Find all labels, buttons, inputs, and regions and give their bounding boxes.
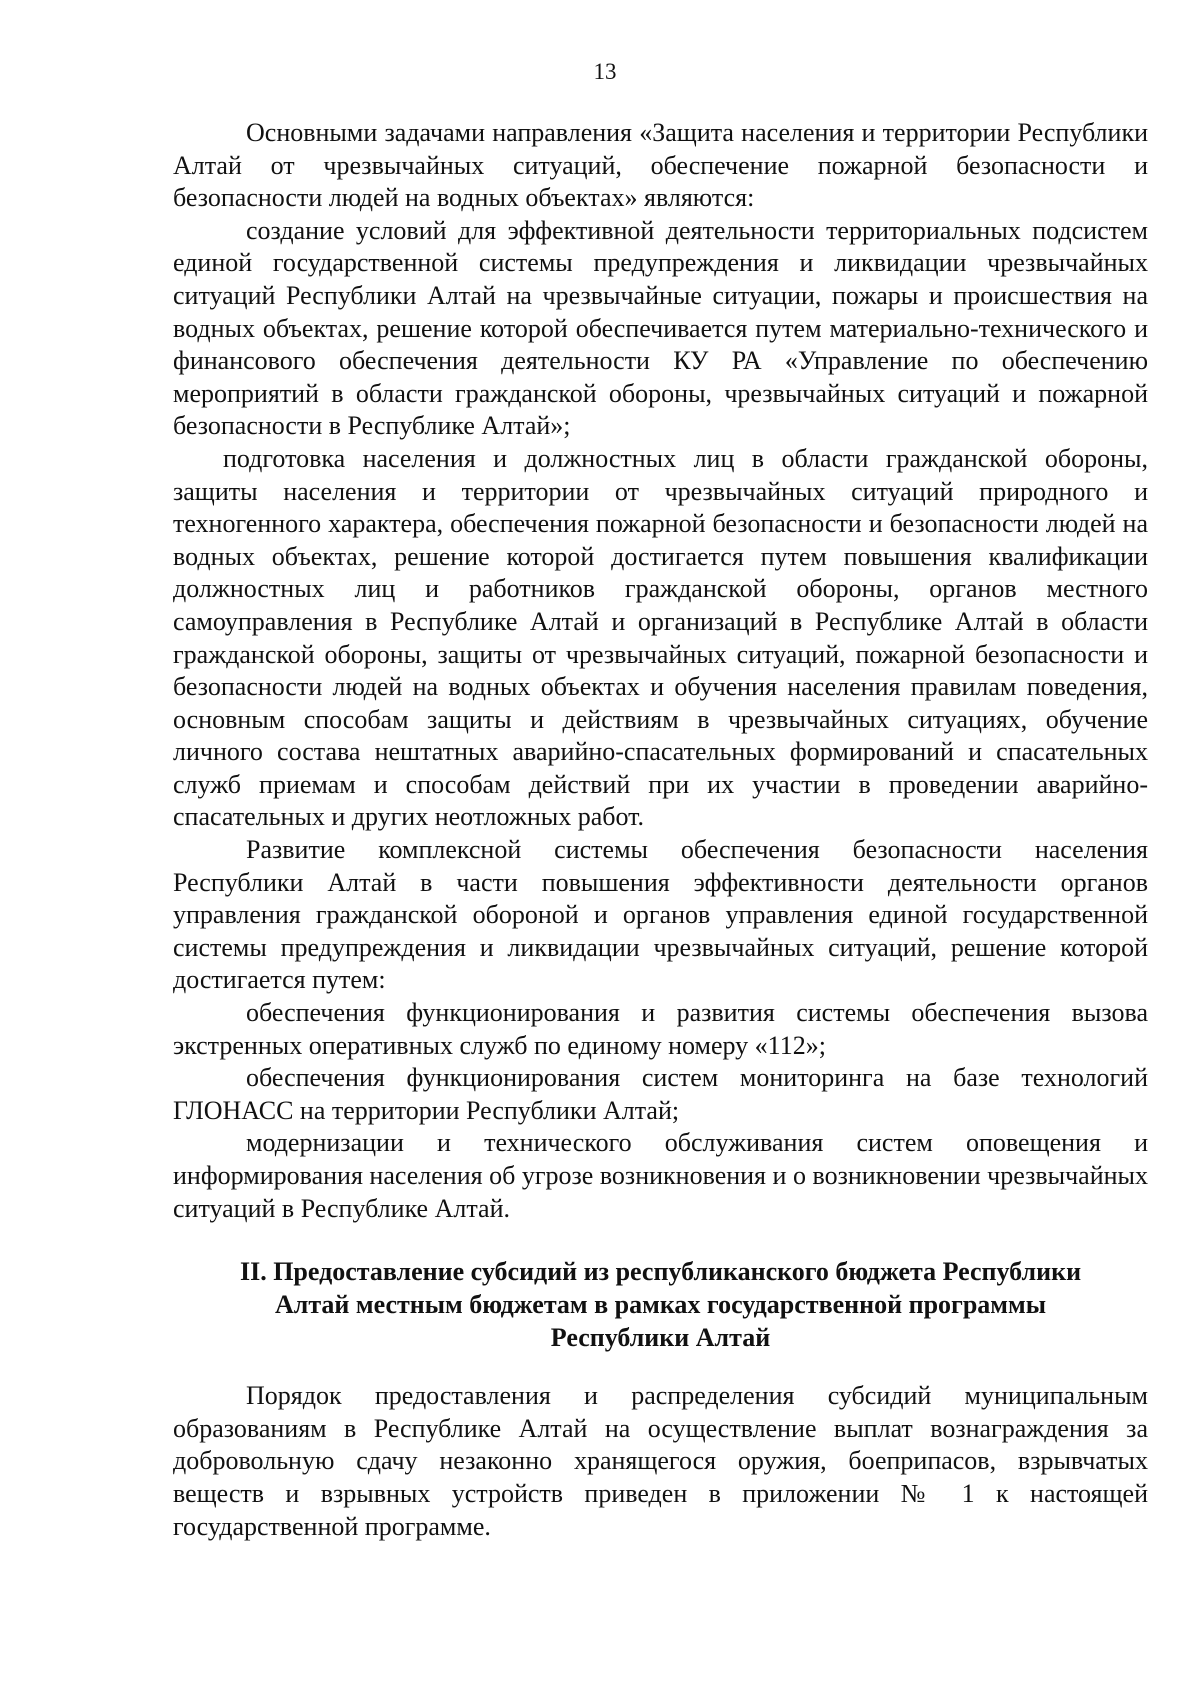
- paragraph-population-training: подготовка населения и должностных лиц в области гражданской обороны, защиты населения и территории от чрезвычайных ситуаций природного и техногенного характера, обеспечения пожарной безопасности и безопасности людей на водных объектах, решение которой достигается путем повышения квалификации должностных лиц и работников гражданской обороны, органов местного самоуправления в Республике Алтай и организаций в Республике Алтай в области гражданской обороны, защиты от чрезвычайных ситуаций, пожарной безопасности и безопасности людей на водных объектах и обучения населения правилам поведения, основным способам защиты и действиям в чрезвычайных ситуациях, обучение личного состава нештатных аварийно-спасательных формирований и спасательных служб приемам и способам действий при их участии в проведении аварийно-спасательных и других неотложных работ.: [173, 443, 1148, 832]
- paragraph-glonass-monitoring: обеспечения функционирования систем мониторинга на базе технологий ГЛОНАСС на территории Республики Алтай;: [173, 1063, 1148, 1125]
- section-heading-line-3: Республики Алтай: [550, 1323, 771, 1353]
- paragraph-warning-systems: модернизации и технического обслуживания систем оповещения и информирования населения об угрозе возникновения и о возникновении чрезвычайных ситуаций в Республике Алтай.: [173, 1128, 1148, 1223]
- section-heading-line-2: Алтай местным бюджетам в рамках государственной программы: [274, 1290, 1047, 1320]
- paragraph-creating-conditions: создание условий для эффективной деятельности территориальных подсистем единой государственной системы предупреждения и ликвидации чрезвычайных ситуаций Республики Алтай на чрезвычайные ситуации, пожары и происшествия на водных объектах, решение которой обеспечивается путем материально-технического и финансового обеспечения деятельности КУ РА «Управление по обеспечению мероприятий в области гражданской обороны, чрезвычайных ситуаций и пожарной безопасности в Республике Алтай»;: [173, 215, 1148, 441]
- paragraph-subsidy-procedure: Порядок предоставления и распределения субсидий муниципальным образованиям в Республике Алтай на осуществление выплат вознаграждения за добровольную сдачу незаконно хранящегося оружия, боеприпасов, взрывчатых веществ и взрывных устройств приведен в приложении № 1 к настоящей государственной программе.: [173, 1381, 1148, 1541]
- paragraph-tasks-intro: Основными задачами направления «Защита населения и территории Республики Алтай от чрезвычайных ситуаций, обеспечение пожарной безопасности и безопасности людей на водных объектах» являются:: [173, 118, 1148, 213]
- section-heading: [173, 1255, 1148, 1354]
- page-number: 13: [593, 59, 617, 84]
- paragraph-emergency-112: обеспечения функционирования и развития системы обеспечения вызова экстренных оперативных служб по единому номеру «112»;: [173, 998, 1148, 1060]
- paragraph-security-system-development: Развитие комплексной системы обеспечения безопасности населения Республики Алтай в части повышения эффективности деятельности органов управления гражданской обороной и органов управления единой государственной системы предупреждения и ликвидации чрезвычайных ситуаций, решение которой достигается путем:: [173, 835, 1148, 995]
- document-body: [173, 117, 1148, 1543]
- section-heading-line-1: II. Предоставление субсидий из республиканского бюджета Республики: [239, 1257, 1082, 1287]
